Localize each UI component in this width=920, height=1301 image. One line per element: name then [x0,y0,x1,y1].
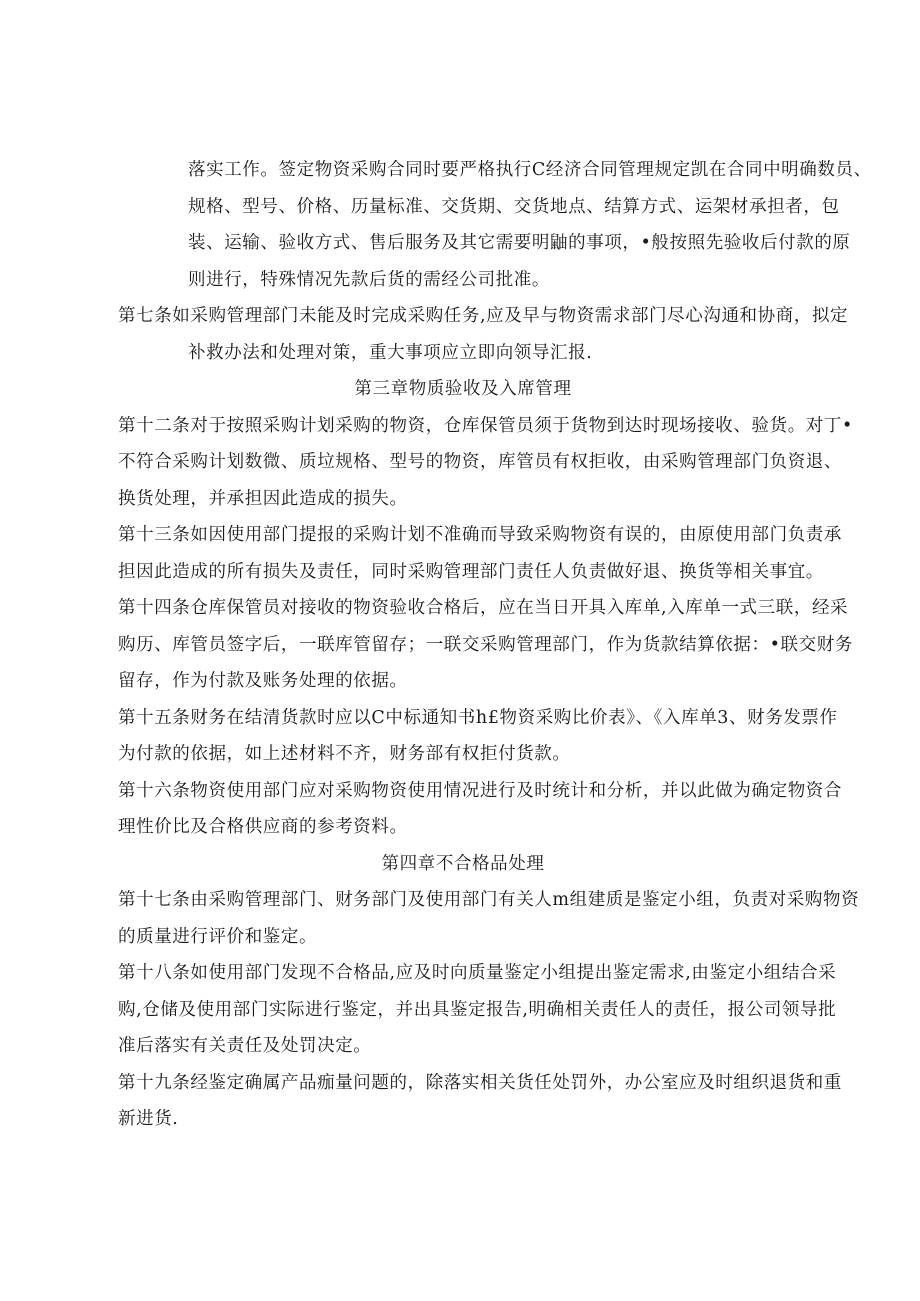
text-line: 担因此造成的所有损失及责任，同时采购管理部门责任人负责做好退、换货等相关事宜。 [118,561,824,582]
text-line: 第七条如采购管理部门未能及时完成采购任务,应及早与物资需求部门尽心沟通和协商，拟定 [118,306,849,326]
text-line: 第十三条如因使用部门提报的采购计划不准确而导致采购物资有误的，由原使用部门负责承 [118,525,842,545]
text-line: 则进行，特殊情况先款后货的需经公司批准。 [188,269,550,290]
text-line: 第十七条由采购管理部门、财务部门及使用部门有关人m组建质是鉴定小组，负责对采购物资 [118,890,860,910]
text-line: 理性价比及合格供应商的参考资料。 [118,817,408,837]
text-line: 准后落实有关责任及处罚决定。 [118,1036,372,1056]
text-line: 换货处理，并承担因此造成的损失。 [118,488,408,509]
text-line: 落实工作。签定物资采购合同时要严格执行C经济合同管理规定凯在合同中明确数员、 [188,160,872,180]
text-line: 第十四条仓库保管员对接收的物资验收合格后，应在当日开具入库单,入库单一式三联，经采 [118,598,849,618]
text-line: 第十九条经鉴定确属产品痂量问题的，除落实相关货任处罚外，办公室应及时组织退货和重 [118,1072,842,1093]
text-line: 留存，作为付款及账务处理的依据。 [118,671,408,691]
text-line: 规格、型号、价格、历量标准、交货期、交货地点、结算方式、运架材承担者，包 [188,196,840,217]
chapter-heading: 第三章物质验收及入席管理 [354,379,572,399]
text-line: 新进货. [118,1109,179,1129]
text-line: 购,仓储及使用部门实际进行鉴定，并出具鉴定报告,明确相关责任人的责任，报公司领导批 [118,999,837,1020]
text-line: 购历、库管员签字后，一联库管留存；一联交采购管理部门，作为货款结算依据：•联交财务 [118,634,853,655]
text-line: 为付款的依据，如上述材料不齐，财务部有权拒付货款。 [118,744,571,764]
chapter-heading: 第四章不合格品处理 [381,853,545,874]
text-line: 第十二条对于按照采购计划采购的物资，仓库保管员须于货物到达时现场接收、验货。对丁• [118,415,853,436]
text-line: 第十五条财务在结清货款时应以C中标通知书h£物资采购比价表》、《入库单3、财务发票作 [118,707,838,728]
text-line: 装、运输、验收方式、售后服务及其它需要明鼬的事项，•般按照先验收后付款的原 [188,233,851,253]
text-line: 补救办法和处理对策，重大事项应立即向领导汇报. [188,342,593,363]
document-body [118,152,872,1138]
text-line: 第十六条物资使用部门应对采购物资使用情况进行及时统计和分析，并以此做为确定物资合 [118,780,842,801]
text-line: 的质量进行评价和鉴定。 [118,926,318,947]
text-line: 不符合采购计划数微、质垃规格、型号的物资，库管员有权拒收，由采购管理部门负资退、 [118,452,842,472]
text-line: 第十八条如使用部门发现不合格品,应及时向质量鉴定小组提出鉴定需求,由鉴定小组结合采 [118,963,837,983]
